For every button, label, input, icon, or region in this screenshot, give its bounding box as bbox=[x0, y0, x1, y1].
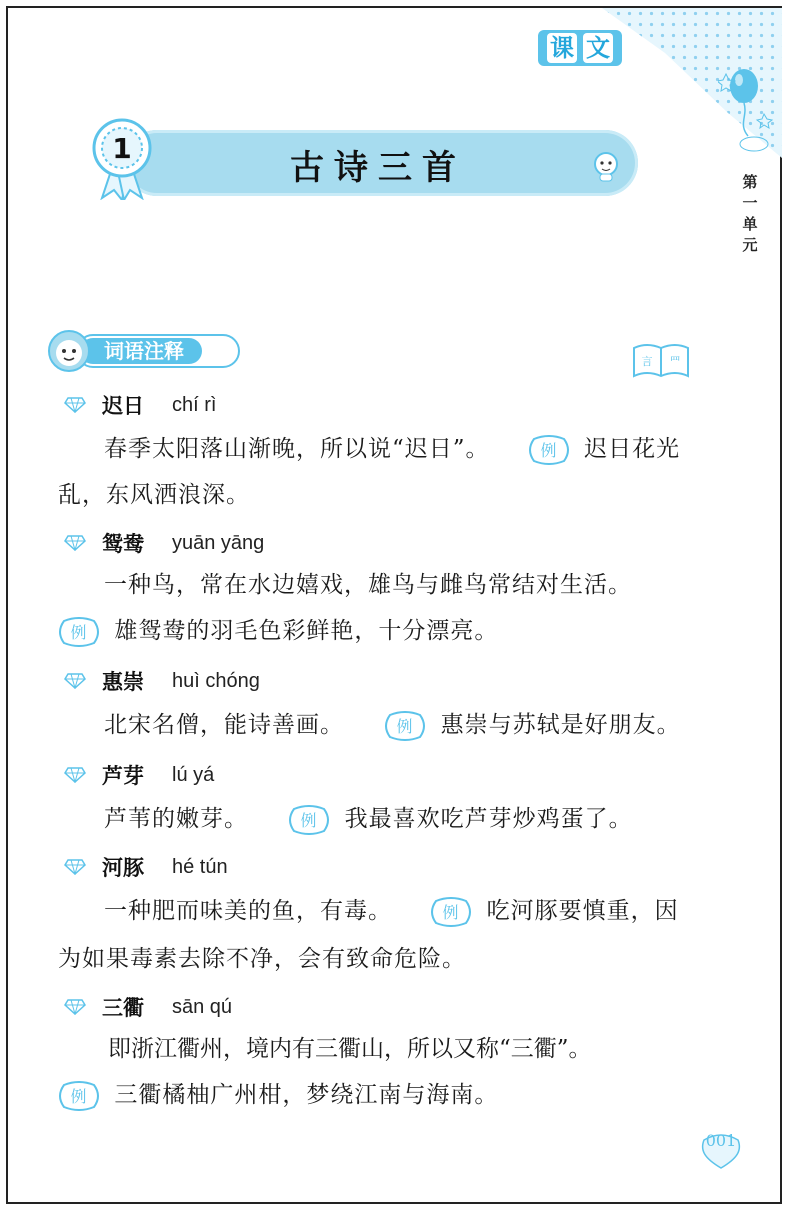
definition-text: 北宋名僧，能诗善画。 bbox=[104, 712, 344, 738]
example-marker: 例 bbox=[442, 903, 460, 922]
page-number-badge bbox=[696, 1124, 746, 1172]
vocab-pill bbox=[76, 334, 240, 368]
vocab-pinyin: huì chóng bbox=[172, 669, 260, 692]
vocab-definition bbox=[104, 896, 679, 927]
example-text: 吃河豚要慎重，因 bbox=[486, 898, 679, 924]
example-icon bbox=[428, 897, 474, 927]
vocab-word: 三衢 bbox=[102, 996, 144, 1020]
vocab-definition: 即浙江衢州，境内有三衢山，所以又称“三衢”。 bbox=[108, 1036, 592, 1062]
diamond-icon bbox=[64, 999, 86, 1015]
vocab-entry-head bbox=[64, 992, 232, 1022]
balloon-icon bbox=[718, 64, 778, 154]
vocab-pinyin: yuān yāng bbox=[172, 531, 265, 554]
example-icon bbox=[56, 1081, 102, 1111]
page-number: 001 bbox=[705, 1131, 737, 1150]
definition-text: 春季太阳落山渐晚，所以说“迟日”。 bbox=[104, 436, 490, 462]
diamond-icon bbox=[64, 767, 86, 783]
sheep-icon bbox=[588, 148, 624, 184]
svg-text:罒: 罒 bbox=[669, 355, 681, 368]
unit-label-char: 元 bbox=[742, 236, 758, 254]
lesson-number: 1 bbox=[112, 132, 132, 165]
example-icon bbox=[526, 435, 572, 465]
section-label-char: 文 bbox=[583, 33, 613, 63]
example-text: 惠崇与苏轼是好朋友。 bbox=[440, 712, 681, 738]
vocab-pinyin: hé tún bbox=[172, 855, 228, 878]
diamond-icon bbox=[64, 673, 86, 689]
example-icon bbox=[286, 805, 332, 835]
vocab-example bbox=[52, 1080, 498, 1111]
unit-label-char: 一 bbox=[742, 194, 758, 212]
vocab-entry-head bbox=[64, 760, 214, 790]
example-text: 我最喜欢吃芦芽炒鸡蛋了。 bbox=[344, 806, 633, 832]
example-icon bbox=[56, 617, 102, 647]
vocab-definition-cont: 乱，东风洒浪深。 bbox=[58, 482, 250, 508]
unit-label-char: 单 bbox=[742, 215, 758, 233]
vocab-pinyin: chí rì bbox=[172, 393, 217, 416]
vocab-entry-head bbox=[64, 390, 216, 420]
lesson-title-banner bbox=[88, 118, 640, 200]
example-marker: 例 bbox=[70, 623, 88, 642]
diamond-icon bbox=[64, 397, 86, 413]
vocab-pinyin: sān qú bbox=[172, 995, 233, 1018]
vocab-word: 惠崇 bbox=[102, 670, 144, 694]
unit-label-char: 第 bbox=[742, 173, 758, 191]
vocab-word: 河豚 bbox=[102, 856, 144, 880]
vocab-entry-head bbox=[64, 666, 260, 696]
diamond-icon bbox=[64, 535, 86, 551]
child-face-icon bbox=[46, 328, 92, 374]
lesson-number-badge bbox=[88, 118, 164, 200]
vocab-entry-head bbox=[64, 852, 228, 882]
vocab-definition bbox=[104, 804, 633, 835]
vocab-word: 芦芽 bbox=[102, 764, 144, 788]
vocab-section-header bbox=[46, 328, 242, 374]
book-icon bbox=[632, 338, 690, 380]
example-icon bbox=[382, 711, 428, 741]
example-text: 三衢橘柚广州柑，梦绕江南与海南。 bbox=[114, 1082, 499, 1108]
vocab-word: 迟日 bbox=[102, 394, 144, 418]
example-marker: 例 bbox=[300, 811, 318, 830]
vocab-word: 鸳鸯 bbox=[102, 532, 144, 556]
unit-label bbox=[738, 172, 762, 256]
definition-text: 芦苇的嫩芽。 bbox=[104, 806, 248, 832]
example-marker: 例 bbox=[70, 1087, 88, 1106]
vocab-example bbox=[52, 616, 498, 647]
example-marker: 例 bbox=[396, 717, 414, 736]
svg-text:言: 言 bbox=[641, 355, 653, 368]
vocab-definition-cont: 为如果毒素去除不净，会有致命危险。 bbox=[58, 946, 466, 972]
definition-text: 一种肥而味美的鱼，有毒。 bbox=[104, 898, 392, 924]
vocab-definition: 一种鸟，常在水边嬉戏，雄鸟与雌鸟常结对生活。 bbox=[104, 572, 632, 598]
vocab-definition bbox=[104, 710, 681, 741]
example-text: 雄鸳鸯的羽毛色彩鲜艳，十分漂亮。 bbox=[114, 618, 499, 644]
vocab-pinyin: lú yá bbox=[172, 763, 215, 786]
section-label-char: 课 bbox=[547, 33, 577, 63]
diamond-icon bbox=[64, 859, 86, 875]
vocab-definition bbox=[104, 434, 680, 465]
vocab-entry-head bbox=[64, 528, 264, 558]
lesson-title: 古诗三首 bbox=[290, 148, 466, 188]
section-label bbox=[538, 30, 622, 66]
example-text: 迟日花光 bbox=[584, 436, 681, 462]
vocab-section-title: 词语注释 bbox=[80, 338, 202, 364]
example-marker: 例 bbox=[540, 441, 558, 460]
